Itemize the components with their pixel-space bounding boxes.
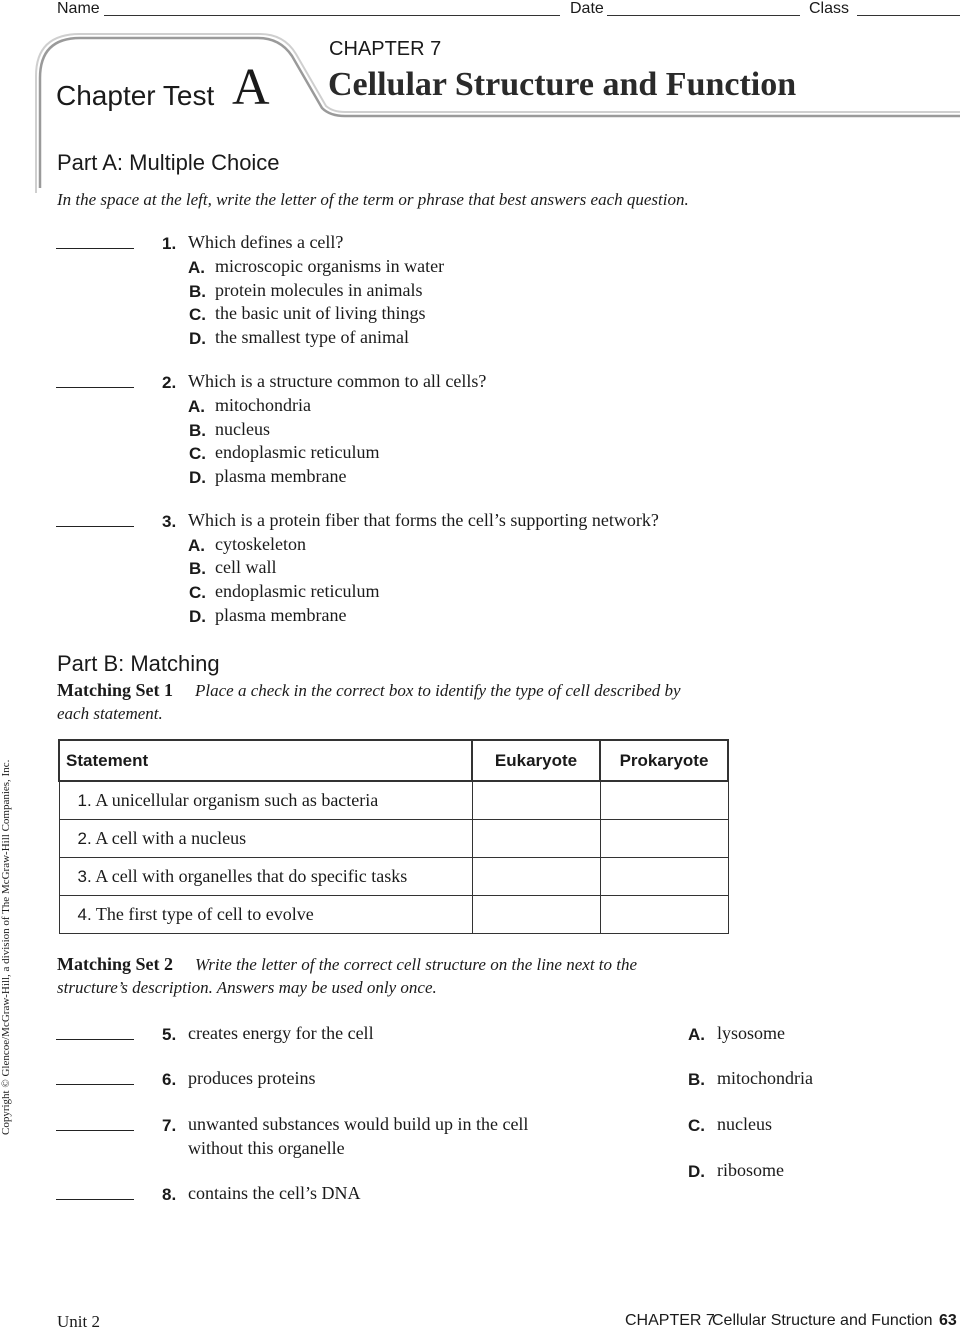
answer-blank-3[interactable] [56, 526, 134, 527]
item-text-cont: without this organelle [188, 1138, 345, 1158]
item-text: produces proteins [188, 1068, 316, 1088]
matching-set-2-instructions: Write the letter of the correct cell structure on the line next to the [195, 955, 638, 974]
class-label: Class [809, 0, 850, 17]
option-text: endoplasmic reticulum [215, 581, 380, 601]
matching-set-1-table [58, 739, 729, 934]
row-number: 3. [77, 867, 92, 886]
item-text: creates energy for the cell [188, 1023, 374, 1043]
item-text: contains the cell’s DNA [188, 1183, 361, 1203]
option-letter: A. [188, 536, 205, 555]
test-label: Chapter Test [56, 80, 215, 111]
table-row [59, 820, 728, 858]
option-text: protein molecules in animals [215, 280, 423, 300]
matching-set-1-instructions-cont: each statement. [57, 704, 163, 723]
column-header-eukaryote: Eukaryote [472, 740, 600, 781]
page-number: 63 [939, 1312, 957, 1329]
column-header-prokaryote: Prokaryote [600, 740, 728, 781]
question-text: Which is a protein fiber that forms the cell’s supporting network? [188, 510, 659, 530]
prokaryote-checkbox[interactable] [600, 858, 728, 896]
answer-text: lysosome [717, 1023, 786, 1043]
prokaryote-checkbox[interactable] [600, 781, 728, 820]
statement-text: A cell with organelles that do specific tasks [91, 866, 408, 886]
item-number: 8. [162, 1185, 177, 1204]
option-letter: B. [189, 282, 206, 301]
option-letter: C. [189, 444, 206, 463]
option-letter: D. [189, 607, 206, 626]
option-letter: B. [189, 421, 206, 440]
option-text: cell wall [215, 557, 277, 577]
row-number: 2. [77, 829, 92, 848]
answer-blank-1[interactable] [56, 248, 134, 249]
eukaryote-checkbox[interactable] [472, 781, 600, 820]
answer-blank-6[interactable] [56, 1084, 134, 1085]
answer-text: nucleus [717, 1114, 772, 1134]
question-number: 1. [162, 234, 177, 253]
statement-cell [59, 858, 472, 896]
option-text: plasma membrane [215, 605, 347, 625]
option-text: endoplasmic reticulum [215, 442, 380, 462]
answer-text: ribosome [717, 1160, 784, 1180]
prokaryote-checkbox[interactable] [600, 820, 728, 858]
class-line[interactable] [857, 15, 960, 16]
answer-letter: C. [688, 1116, 705, 1135]
question-number: 2. [162, 373, 177, 392]
table-row [59, 781, 728, 820]
statement-cell [59, 820, 472, 858]
option-letter: C. [189, 305, 206, 324]
eukaryote-checkbox[interactable] [472, 820, 600, 858]
question-number: 3. [162, 512, 177, 531]
statement-cell [59, 781, 472, 820]
answer-blank-8[interactable] [56, 1199, 134, 1200]
option-letter: B. [189, 559, 206, 578]
name-line[interactable] [104, 15, 560, 16]
footer-chapter: CHAPTER 7 [625, 1312, 715, 1329]
date-label: Date [570, 0, 604, 17]
option-text: cytoskeleton [215, 534, 306, 554]
answer-letter: A. [688, 1025, 705, 1044]
item-text: unwanted substances would build up in the cell [188, 1114, 529, 1134]
part-a-instructions: In the space at the left, write the letter of the term or phrase that best answers each question. [57, 190, 689, 209]
copyright-notice: Copyright © Glencoe/McGraw-Hill, a division of The McGraw-Hill Companies, Inc. [0, 759, 12, 1135]
item-number: 5. [162, 1025, 177, 1044]
answer-text: mitochondria [717, 1068, 813, 1088]
matching-set-2-label: Matching Set 2 [57, 954, 173, 974]
option-letter: A. [188, 258, 205, 277]
name-label: Name [57, 0, 100, 17]
option-text: microscopic organisms in water [215, 256, 445, 276]
matching-set-2-instructions-cont: structure’s description. Answers may be used only once. [57, 978, 437, 997]
table-row [59, 858, 728, 896]
row-number: 4. [77, 905, 92, 924]
statement-text: A unicellular organism such as bacteria [91, 790, 379, 810]
option-text: mitochondria [215, 395, 311, 415]
chapter-label: CHAPTER 7 [329, 38, 442, 60]
option-letter: D. [189, 468, 206, 487]
answer-letter: D. [688, 1162, 705, 1181]
matching-set-1-instructions: Place a check in the correct box to identify the type of cell described by [195, 681, 681, 700]
row-number: 1. [77, 791, 92, 810]
part-a-title: Part A: Multiple Choice [57, 150, 280, 175]
statement-cell [59, 896, 472, 934]
answer-blank-5[interactable] [56, 1039, 134, 1040]
eukaryote-checkbox[interactable] [472, 896, 600, 934]
option-letter: C. [189, 583, 206, 602]
option-text: the smallest type of animal [215, 327, 409, 347]
item-number: 7. [162, 1116, 177, 1135]
part-b-title: Part B: Matching [57, 651, 220, 676]
question-text: Which is a structure common to all cells? [188, 371, 487, 391]
matching-set-1-label: Matching Set 1 [57, 680, 173, 700]
footer-unit: Unit 2 [57, 1312, 100, 1331]
option-text: plasma membrane [215, 466, 347, 486]
option-letter: A. [188, 397, 205, 416]
option-text: the basic unit of living things [215, 303, 426, 323]
answer-blank-7[interactable] [56, 1130, 134, 1131]
statement-text: The first type of cell to evolve [91, 904, 314, 924]
option-text: nucleus [215, 419, 270, 439]
footer-chapter-title: Cellular Structure and Function [712, 1312, 933, 1329]
prokaryote-checkbox[interactable] [600, 896, 728, 934]
table-row [59, 896, 728, 934]
question-text: Which defines a cell? [188, 232, 344, 252]
item-number: 6. [162, 1070, 177, 1089]
date-line[interactable] [607, 15, 800, 16]
option-letter: D. [189, 329, 206, 348]
answer-blank-2[interactable] [56, 387, 134, 388]
eukaryote-checkbox[interactable] [472, 858, 600, 896]
chapter-title: Cellular Structure and Function [328, 66, 797, 103]
column-header-statement: Statement [59, 740, 472, 781]
answer-letter: B. [688, 1070, 705, 1089]
statement-text: A cell with a nucleus [91, 828, 247, 848]
test-letter: A [232, 59, 270, 116]
